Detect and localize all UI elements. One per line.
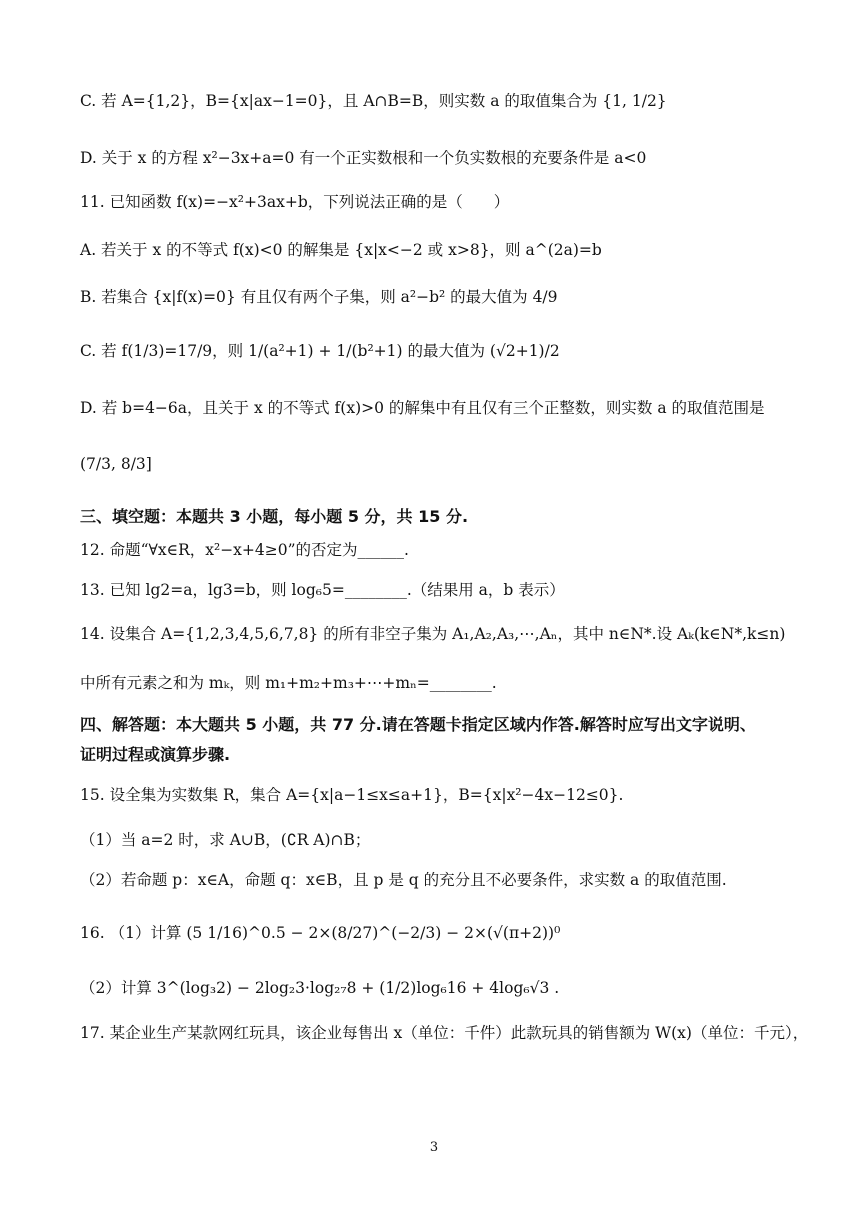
question-14: 14. 设集合 A={1,2,3,4,5,6,7,8} 的所有非空子集为 A₁,A₂,A₃,⋯,Aₙ，其中 n∈N*.设 Aₖ(k∈N*,k≤n) — [80, 625, 786, 643]
option-d-11-range: (7/3, 8/3] — [80, 455, 152, 473]
question-15: 15. 设全集为实数集 R，集合 A={x|a−1≤x≤a+1}，B={x|x²−4x−12≤0}. — [80, 786, 624, 804]
section-4-heading: 四、解答题：本大题共 5 小题，共 77 分.请在答题卡指定区域内作答.解答时应写出文字说明、 — [80, 715, 756, 734]
question-15-part-1: （1）当 a=2 时，求 A∪B，(∁R A)∩B； — [80, 831, 371, 849]
question-15-part-2: （2）若命题 p：x∈A，命题 q：x∈B，且 p 是 q 的充分且不必要条件，求实数 a 的取值范围. — [80, 871, 727, 889]
question-12: 12. 命题“∀x∈R，x²−x+4≥0”的否定为______. — [80, 541, 409, 559]
option-c-11: C. 若 f(1/3)=17/9，则 1/(a²+1) + 1/(b²+1) 的最大值为 (√2+1)/2 — [80, 342, 560, 360]
option-b-11: B. 若集合 {x|f(x)=0} 有且仅有两个子集，则 a²−b² 的最大值为 4/9 — [80, 288, 558, 306]
option-d-11: D. 若 b=4−6a，且关于 x 的不等式 f(x)>0 的解集中有且仅有三个正整数，则实数 a 的取值范围是 — [80, 399, 765, 417]
option-c-10: C. 若 A={1,2}，B={x|ax−1=0}，且 A∩B=B，则实数 a 的取值集合为 {1, 1/2} — [80, 92, 667, 110]
section-4-heading-cont: 证明过程或演算步骤. — [80, 745, 231, 764]
question-14-cont: 中所有元素之和为 mₖ，则 m₁+m₂+m₃+⋯+mₙ=________. — [80, 674, 497, 692]
section-3-heading: 三、填空题：本题共 3 小题，每小题 5 分，共 15 分. — [80, 507, 469, 526]
page-number: 3 — [429, 1140, 439, 1155]
question-16-part-2: （2）计算 3^(log₃2) − 2log₂3·log₂₇8 + (1/2)log₆16 + 4log₆√3 . — [80, 979, 560, 997]
question-17: 17. 某企业生产某款网红玩具，该企业每售出 x（单位：千件）此款玩具的销售额为 W(x)（单位：千元）， — [80, 1024, 809, 1042]
option-a-11: A. 若关于 x 的不等式 f(x)<0 的解集是 {x|x<−2 或 x>8}，则 a^(2a)=b — [80, 241, 602, 259]
question-13: 13. 已知 lg2=a，lg3=b，则 log₆5=________.（结果用 a，b 表示） — [80, 581, 565, 599]
question-16-part-1: 16. （1）计算 (5 1/16)^0.5 − 2×(8/27)^(−2/3) − 2×(√(π+2))⁰ — [80, 924, 561, 942]
option-d-10: D. 关于 x 的方程 x²−3x+a=0 有一个正实数根和一个负实数根的充要条件是 a<0 — [80, 149, 647, 167]
question-11: 11. 已知函数 f(x)=−x²+3ax+b，下列说法正确的是（ ） — [80, 193, 510, 211]
